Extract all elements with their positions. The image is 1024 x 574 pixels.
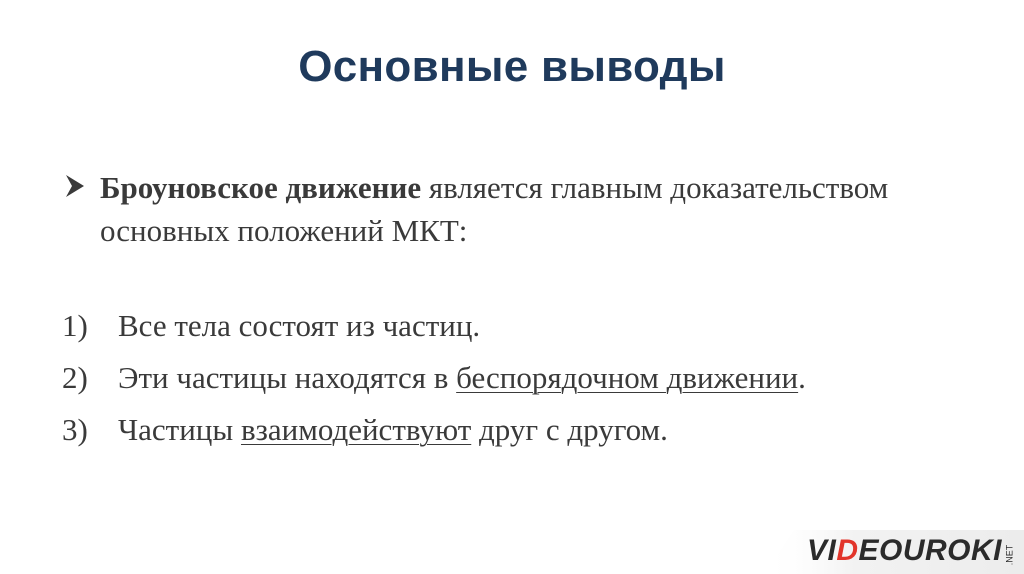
list-text-post: друг с другом.	[471, 412, 668, 447]
list-text	[118, 302, 480, 350]
list-number: 1)	[62, 308, 88, 343]
videouroki-logo	[724, 522, 1024, 574]
arrow-bullet-icon	[62, 171, 88, 201]
list-item	[62, 302, 962, 354]
underlined-term: беспорядочном движении	[456, 360, 799, 395]
underlined-term: взаимодействуют	[240, 412, 472, 447]
logo-wordmark: VIDEOUROKI	[806, 534, 1002, 567]
list-text-pre: Частицы	[118, 412, 241, 447]
list-text	[118, 354, 806, 402]
bullet-text	[100, 166, 962, 252]
bullet-rest: является главным доказательством основных положений МКТ:	[100, 170, 889, 248]
list-item	[62, 406, 962, 458]
bullet-bold-term: Броуновское движение	[100, 170, 422, 205]
slide-title: Основные выводы	[298, 42, 726, 91]
main-bullet	[62, 166, 962, 252]
list-text-pre: Все тела состоят из частиц.	[118, 308, 481, 343]
list-text-post: .	[798, 360, 806, 395]
list-text	[118, 406, 668, 454]
list-text-pre: Эти частицы находятся в	[118, 360, 457, 395]
list-item	[62, 354, 962, 406]
conclusions-list	[62, 302, 962, 458]
logo-suffix: .NET	[1004, 544, 1015, 566]
list-number: 3)	[62, 412, 88, 447]
list-number: 2)	[62, 360, 88, 395]
